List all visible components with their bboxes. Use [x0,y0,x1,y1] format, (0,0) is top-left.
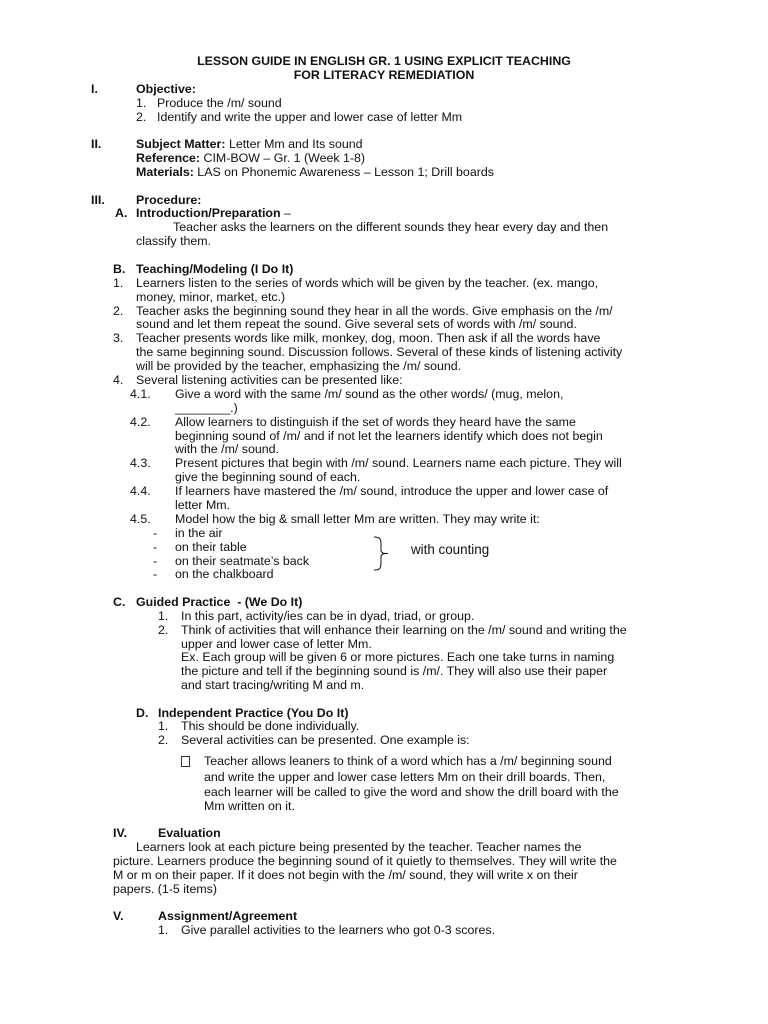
independent-1-number: 1. [158,719,169,733]
section-2-number: II. [91,137,102,151]
dash-1: - [153,526,158,540]
subsection-b-heading: Teaching/Modeling (I Do It) [136,262,294,276]
teaching-4-line-1: Several listening activities can be presented like: [136,373,403,387]
guided-2-line-2: upper and lower case of letter Mm. [181,637,372,651]
dash-2-text: on their table [175,540,247,554]
independent-2-line-1: Several activities can be presented. One example is: [181,733,470,747]
section-5-number: V. [113,909,124,923]
dash-4: - [153,567,158,581]
dash-2: - [153,540,158,554]
assignment-1-text: Give parallel activities to the learners who got 0-3 scores. [181,923,496,937]
dash-3-text: on their seatmate’s back [175,554,310,568]
section-1-heading: Objective: [136,82,196,96]
bullet-line-3: each learner will be called to give the word and show the drill board with the [204,785,619,799]
subsection-d-letter: D. [136,706,149,720]
subsection-c-heading: Guided Practice - (We Do It) [136,595,303,609]
guided-2-number: 2. [158,623,169,637]
evaluation-line-4: papers. (1-5 items) [113,882,217,896]
reference-line [136,152,365,166]
independent-1-line-1: This should be done individually. [181,719,360,733]
bullet-line-1: Teacher allows leaners to think of a word which has a /m/ beginning sound [204,754,612,768]
independent-2-number: 2. [158,733,169,747]
dash-1-text: in the air [175,526,223,540]
teaching-2-line-2: sound and let them repeat the sound. Give several sets of words with /m/ sound. [136,317,577,331]
with-counting-note: with counting [411,542,490,557]
sub-4-1-line-2: ________.) [175,401,238,415]
sub-4-4-line-1: If learners have mastered the /m/ sound, introduce the upper and lower case of [175,484,609,498]
sub-4-3-number: 4.3. [130,456,151,470]
bullet-line-4: Mm written on it. [204,799,295,813]
section-1-number: I. [91,82,98,96]
section-3-number: III. [91,193,105,207]
subsection-a-letter: A. [115,206,128,220]
bullet-line-2: and write the upper and lower case letters Mm on their drill boards. Then, [204,770,606,784]
section-3-heading: Procedure: [136,193,202,207]
sub-4-5-line-1: Model how the big & small letter Mm are written. They may write it: [175,512,540,526]
objective-1-text: Produce the /m/ sound [157,96,282,110]
guided-1-line-1: In this part, activity/ies can be in dyad, triad, or group. [181,609,475,623]
sub-4-2-line-2: beginning sound of /m/ and if not let the learners identify which does not begin [175,429,603,443]
bullet-box-icon [181,756,190,770]
materials-label: Materials: [136,165,194,179]
subject-matter-line [136,138,363,152]
materials-value: LAS on Phonemic Awareness – Lesson 1; Drill boards [193,165,494,179]
subject-matter-label: Subject Matter: [136,137,226,151]
guided-2-line-1: Think of activities that will enhance their learning on the /m/ sound and writing the [181,623,627,637]
sub-4-4-line-2: letter Mm. [175,498,231,512]
teaching-3-line-2: the same beginning sound. Discussion follows. Several of these kinds of listening activity [136,345,623,359]
teaching-3-line-3: will be provided by the teacher, emphasizing the /m/ sound. [136,359,462,373]
evaluation-line-1: Learners look at each picture being presented by the teacher. Teacher names the [136,840,582,854]
teaching-1-line-2: money, minor, market, etc.) [136,290,286,304]
teaching-1-line-1: Learners listen to the series of words which will be given by the teacher. (ex. mango, [136,276,599,290]
subject-matter-value: Letter Mm and Its sound [225,137,363,151]
guided-2-line-3: Ex. Each group will be given 6 or more pictures. Each one take turns in naming [181,650,615,664]
sub-4-2-line-1: Allow learners to distinguish if the set of words they heard have the same [175,415,576,429]
assignment-1-number: 1. [158,923,169,937]
objective-2-number: 2. [136,110,147,124]
teaching-2-number: 2. [113,304,124,318]
sub-4-5-number: 4.5. [130,512,151,526]
guided-2-line-5: and start tracing/writing M and m. [181,678,365,692]
sub-4-1-line-1: Give a word with the same /m/ sound as the other words/ (mug, melon, [175,387,564,401]
section-4-heading: Evaluation [158,826,221,840]
teaching-3-line-1: Teacher presents words like milk, monkey, dog, moon. Then ask if all the words have [136,331,601,345]
dash-3: - [153,554,158,568]
teaching-3-number: 3. [113,331,124,345]
sub-4-3-line-1: Present pictures that begin with /m/ sound. Learners name each picture. They will [175,456,622,470]
guided-1-number: 1. [158,609,169,623]
objective-2-text: Identify and write the upper and lower case of letter Mm [157,110,463,124]
document-title-line-1: LESSON GUIDE IN ENGLISH GR. 1 USING EXPLICIT TEACHING [197,54,571,68]
dash-4-text: on the chalkboard [175,567,274,581]
intro-line-2: classify them. [136,234,212,248]
subsection-a-heading-line [136,207,291,221]
right-brace-icon [372,536,388,571]
section-5-heading: Assignment/Agreement [158,909,298,923]
section-4-number: IV. [113,826,128,840]
materials-line [136,166,494,180]
document-title-line-2: FOR LITERACY REMEDIATION [293,68,475,82]
sub-4-4-number: 4.4. [130,484,151,498]
objective-1-number: 1. [136,96,147,110]
sub-4-1-number: 4.1. [130,387,151,401]
subsection-b-letter: B. [113,262,126,276]
intro-line-1: Teacher asks the learners on the different sounds they hear every day and then [173,220,609,234]
subsection-c-letter: C. [113,595,126,609]
evaluation-line-3: M or m on their paper. If it does not begin with the /m/ sound, they will write x on their [113,868,578,882]
teaching-2-line-1: Teacher asks the beginning sound they hear in all the words. Give emphasis on the /m/ [136,304,613,318]
teaching-1-number: 1. [113,276,124,290]
reference-label: Reference: [136,151,201,165]
guided-2-line-4: the picture and tell if the beginning sound is /m/. They will also use their paper [181,664,608,678]
teaching-4-number: 4. [113,373,124,387]
evaluation-line-2: picture. Learners produce the beginning sound of it quietly to themselves. They will write the [113,854,617,868]
reference-value: CIM-BOW – Gr. 1 (Week 1-8) [200,151,366,165]
sub-4-2-line-3: with the /m/ sound. [175,442,279,456]
subsection-d-heading: Independent Practice (You Do It) [158,706,349,720]
sub-4-2-number: 4.2. [130,415,151,429]
subsection-a-dash: – [280,206,291,220]
sub-4-3-line-2: give the beginning sound of each. [175,470,361,484]
subsection-a-heading: Introduction/Preparation [136,206,281,220]
